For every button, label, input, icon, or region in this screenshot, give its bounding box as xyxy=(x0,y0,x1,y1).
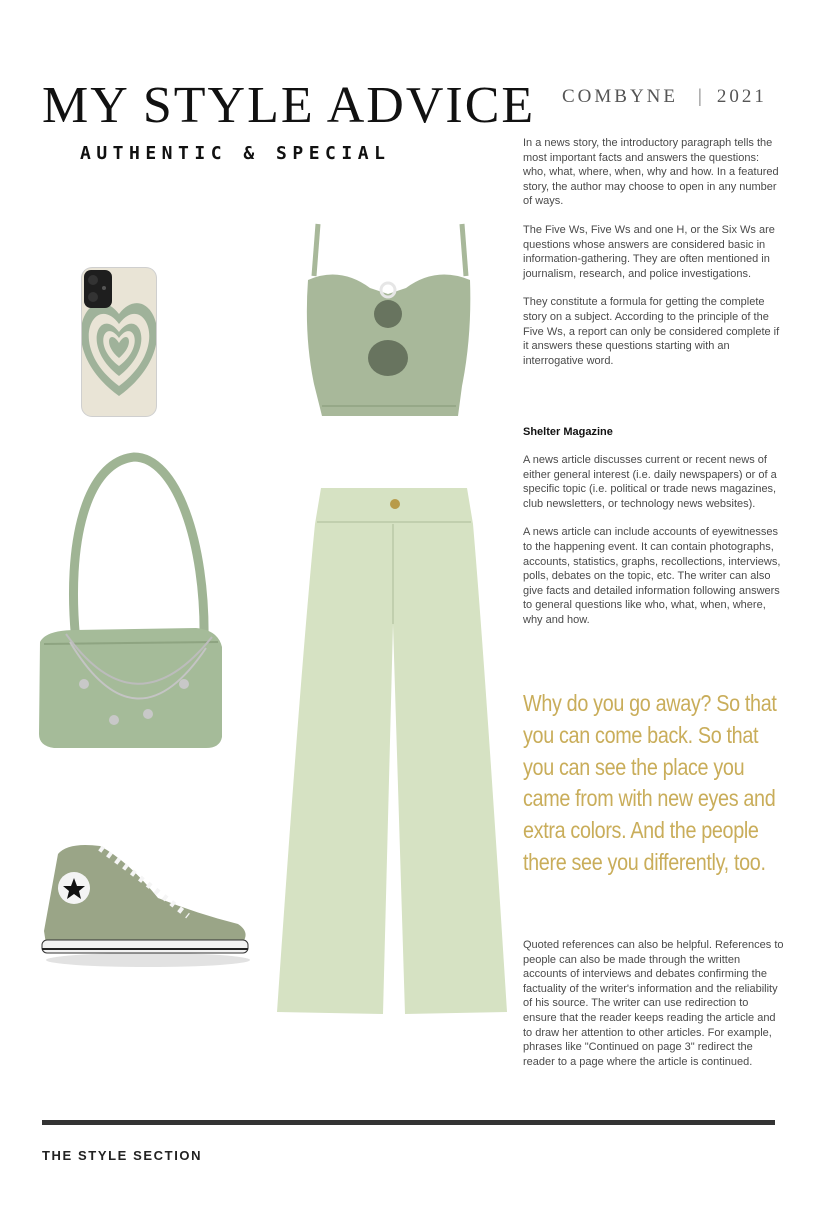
trousers-image xyxy=(275,484,511,1020)
article-paragraph: In a news story, the introductory paragraph tells the most important facts and answers the questions: who, what, where, when, why and how. In a featured story, the author may choose to open in any number of ways. xyxy=(523,137,779,208)
article-paragraph: Quoted references can also be helpful. References to people can also be made through the written accounts of interviews and debates confirming the factuality of the writer's information and the reliability of his source. The writer can use redirection to ensure that the reader keeps reading the article and to draw her attention to other articles. For example, phrases like "Continued on page 3" redirect the reader to a page where the article is continued. xyxy=(523,939,784,1068)
shoulder-bag-image xyxy=(36,452,226,752)
article-paragraph: They constitute a formula for getting the complete story on a subject. According to the principle of the Five Ws, a report can only be considered complete if it answers these questions starting with an interrogative word. xyxy=(523,296,780,367)
section-heading: Shelter Magazine xyxy=(523,426,613,438)
brand-year: 2021 xyxy=(716,86,767,107)
sneaker-image xyxy=(38,836,253,971)
article-paragraph: The Five Ws, Five Ws and one H, or the Six Ws are questions whose answers are considered basic in information-gathering. They are often mentioned in journalism, research, and police investigations. xyxy=(523,223,775,280)
crop-top-image xyxy=(300,216,476,426)
brand-separator: | xyxy=(698,86,705,107)
brand-name: COMBYNE xyxy=(562,86,679,107)
brand-line xyxy=(562,86,767,108)
article-body xyxy=(523,453,785,628)
article-closing xyxy=(523,938,785,1069)
phone-case-image xyxy=(80,266,158,418)
article-intro xyxy=(523,136,785,368)
article-paragraph: A news article can include accounts of eyewitnesses to the happening event. It can contain photographs, accounts, statistics, graphs, recollections, interviews, polls, debates on the topic, etc. The writer can also give facts and detailed information following answers to general questions like who, what, when, where, why and how. xyxy=(523,526,781,626)
page-subtitle: AUTHENTIC & SPECIAL xyxy=(80,143,391,164)
footer-label: THE STYLE SECTION xyxy=(42,1148,203,1163)
page-title: MY STYLE ADVICE xyxy=(42,77,536,134)
pull-quote: Why do you go away? So that you can come back. So that you can see the place you came from with new eyes and extra colors. And the people there see you differently, too. xyxy=(523,690,777,875)
footer-rule xyxy=(42,1120,775,1125)
article-paragraph: A news article discusses current or recent news of either general interest (i.e. daily newspapers) or of a specific topic (i.e. political or trade news magazines, club newsletters, or technology news websites). xyxy=(523,454,777,510)
